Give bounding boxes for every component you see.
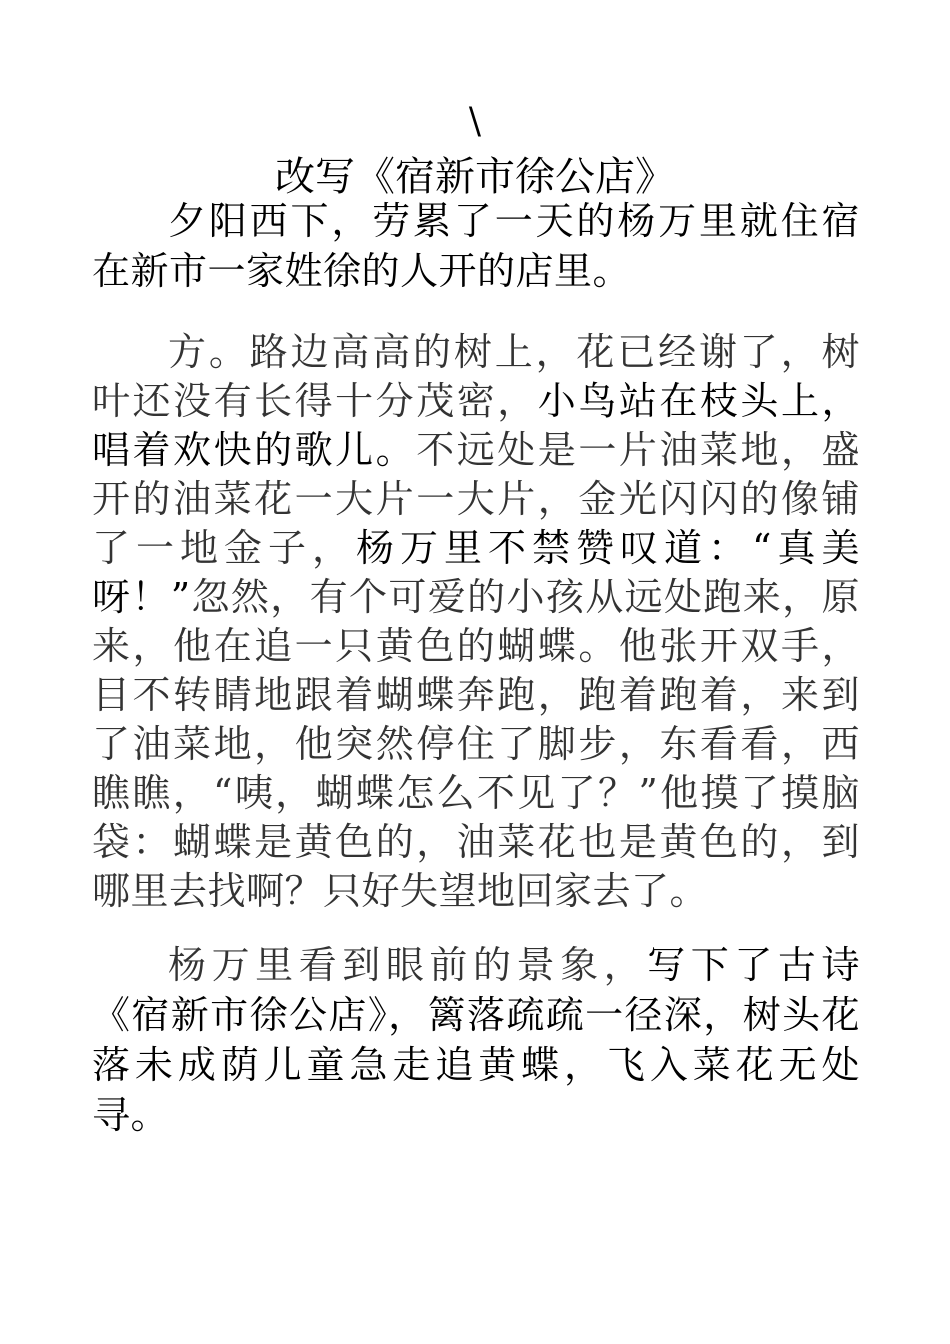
paragraph-2-seg-3: 不远处是一片油菜地，盛开的油菜花一大片一大片，金光闪闪的像铺了一地金子， xyxy=(92,428,860,570)
paragraph-2-seg-5: 忽然，有个可爱的小孩从远处跑来，原来，他在追一只黄色的蝴蝶。他张开双手，目不转睛地跟着蝴蝶奔跑，跑着跑着，来到了油菜地，他突然停住了脚步，东看看，西瞧瞧，“咦，蝴蝶怎么不见了？”他摸了摸脑袋：蝴蝶是黄色的，油菜花也是黄色的，到哪里去找啊？只好失望地回家去了。 xyxy=(92,575,860,913)
paragraph-3-seg-2: 写下了古诗《宿新市徐公店》，篱落疏疏一径深，树头花落未成荫儿童急走追黄蝶，飞入菜花无处寻。 xyxy=(92,943,860,1137)
paragraph-2-seg-2: 小鸟站在枝头上，唱着欢快的歌儿。 xyxy=(92,379,860,472)
paragraph-3 xyxy=(92,940,860,1140)
header-mark: \ xyxy=(468,101,482,142)
document-title: 改写《宿新市徐公店》 xyxy=(275,154,675,200)
paragraph-2 xyxy=(92,328,860,916)
paragraph-1 xyxy=(92,196,860,296)
paragraph-3-seg-1: 杨万里看到眼前的景象， xyxy=(168,943,648,987)
paragraph-2-seg-1: 方。路边高高的树上，花已经谢了，树叶还没有长得十分茂密， xyxy=(92,330,860,423)
paragraph-1-text: 夕阳西下，劳累了一天的杨万里就住宿在新市一家姓徐的人开的店里。 xyxy=(92,199,860,293)
paragraph-2-seg-4: 杨万里不禁赞叹道：“真美呀！” xyxy=(92,526,860,619)
